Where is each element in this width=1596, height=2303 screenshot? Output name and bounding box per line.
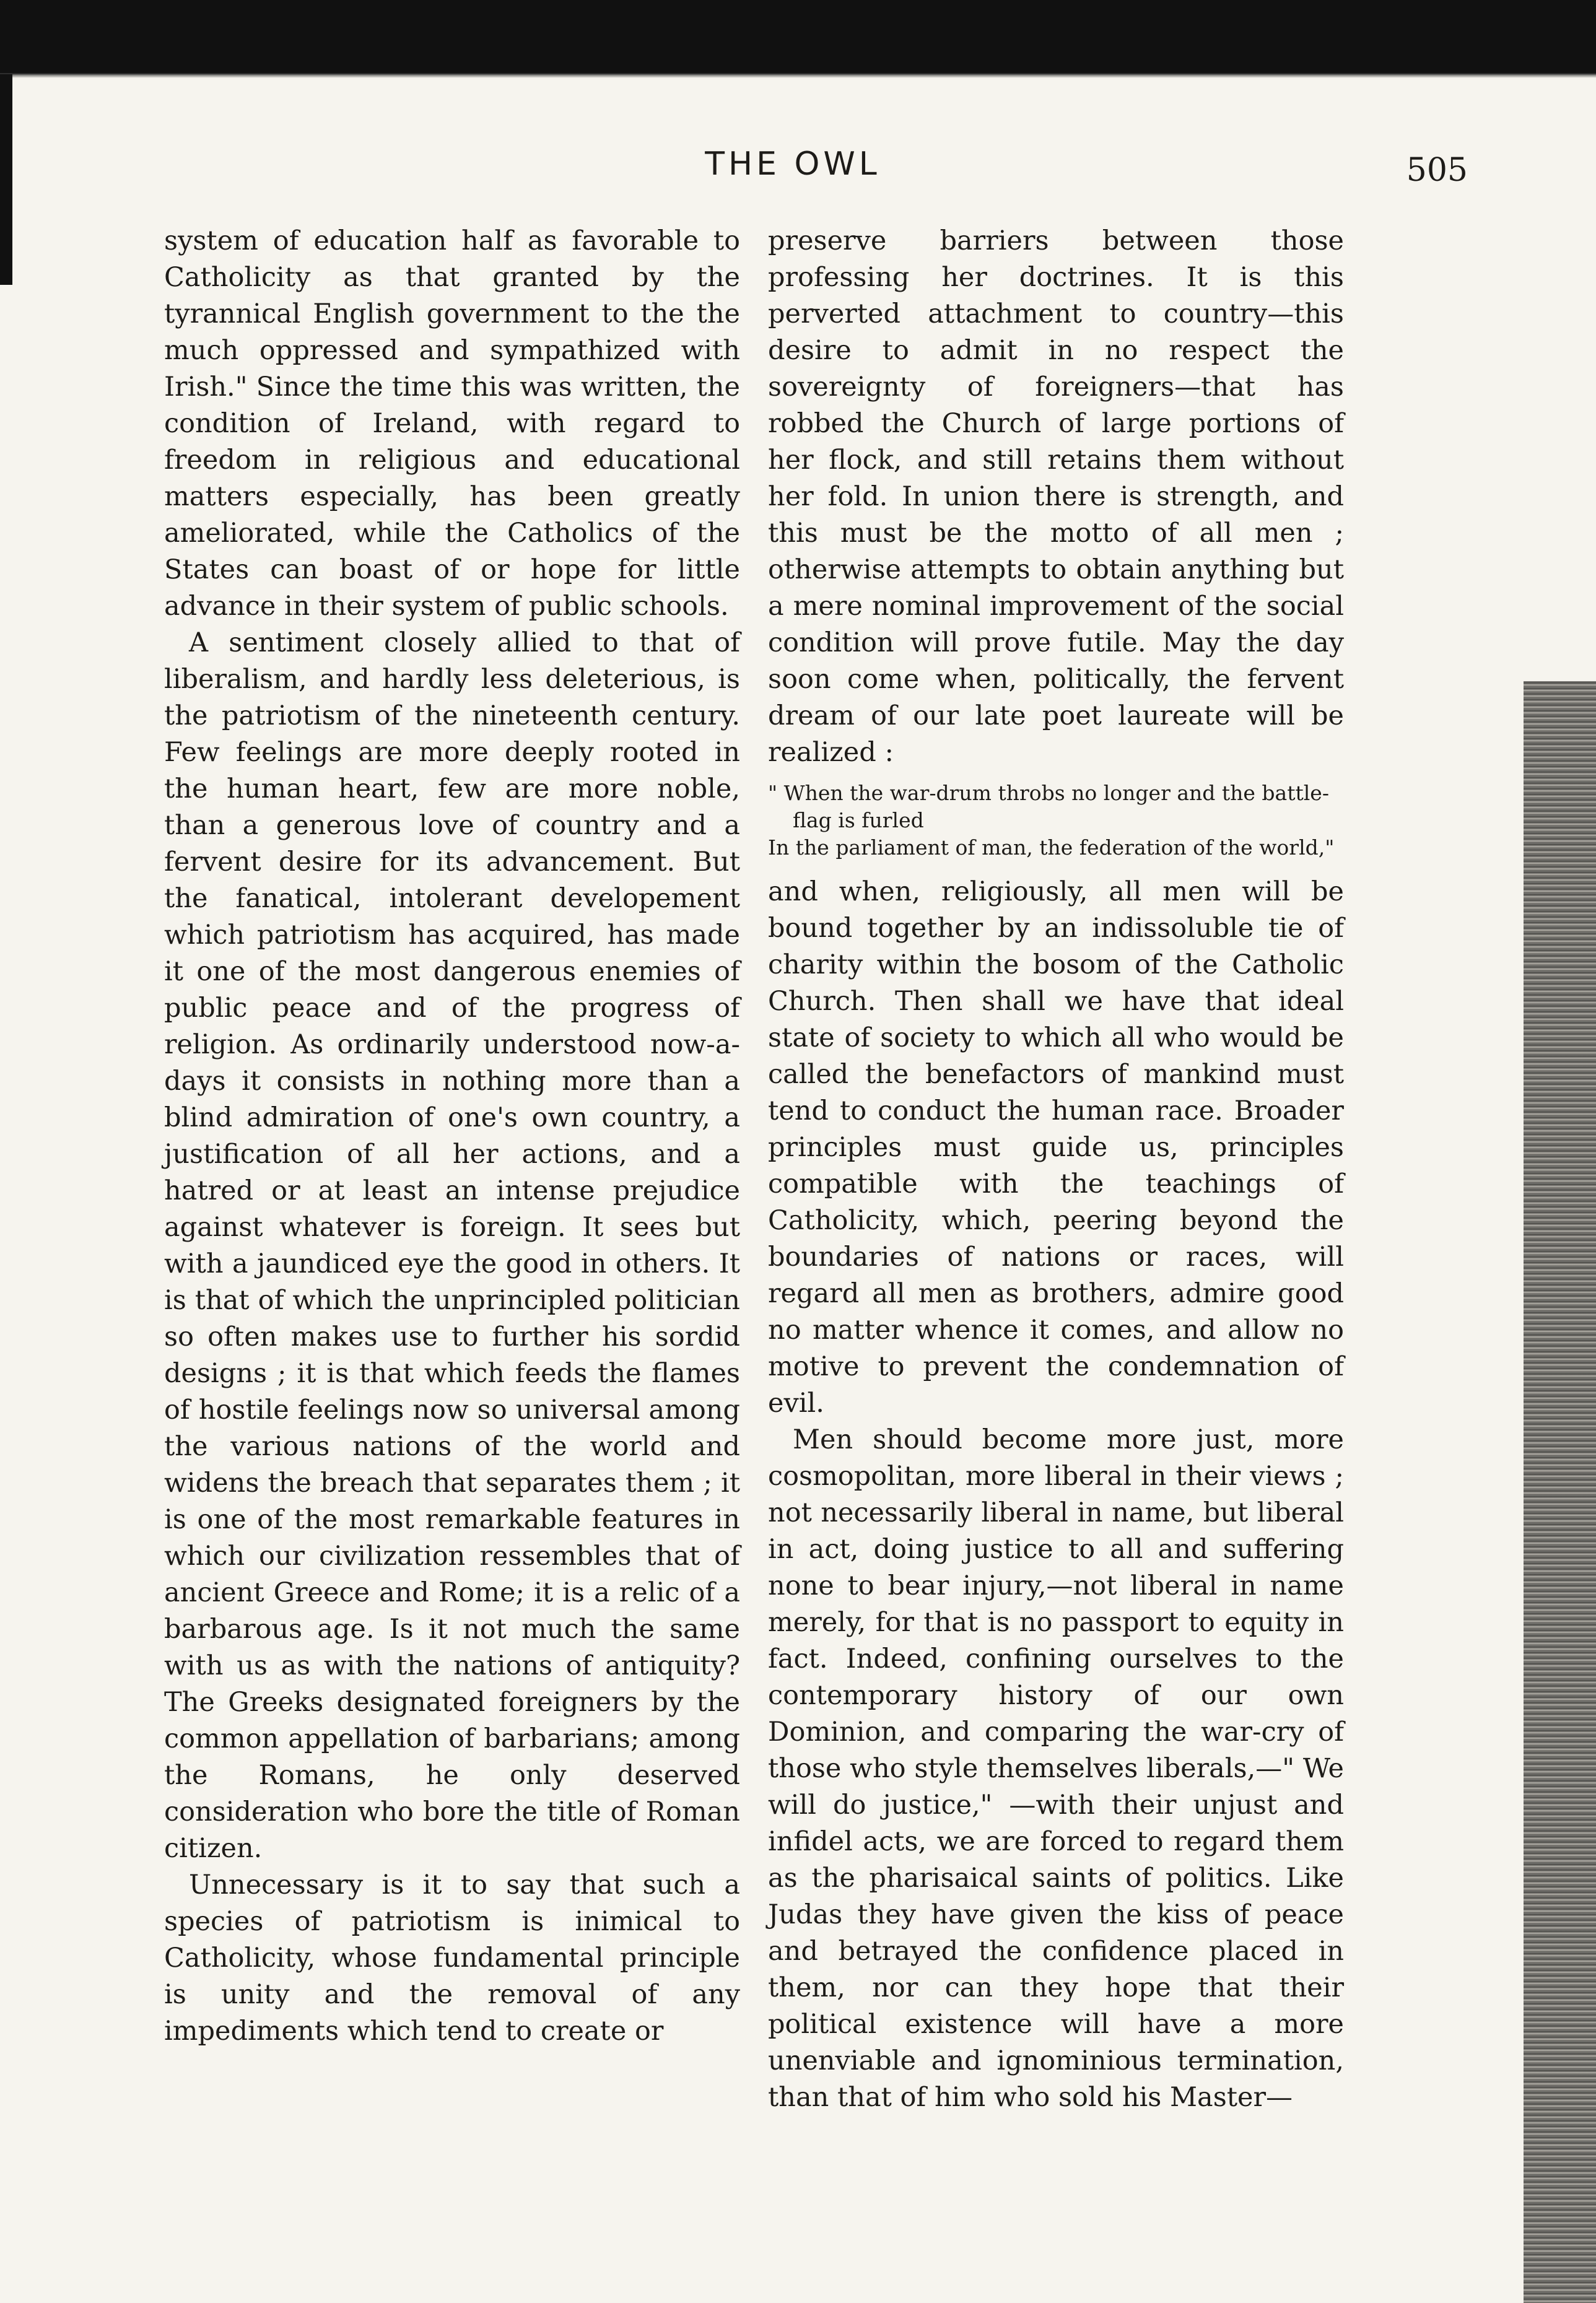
- poem-line: " When the war-drum throbs no longer and the battle-flag is furled: [768, 781, 1329, 832]
- paragraph-men-should: Men should become more just, more cosmopolitan, more liberal in their views ; not necessarily liberal in name, but liberal in act, doing justice to all and suffering none to bear injury,—not liberal in name merely, for that is no passport to equity in fact. Indeed, confining ourselves to the contemporary history of our own Dominion, and comparing the war-cry of those who style themselves liberals,—" We will do justice," —with their unjust and infidel acts, we are forced to regard them as the pharisaical saints of politics. Like Judas they have given the kiss of peace and betrayed the confidence placed in them, nor can they hope that their political existence will have a more unenviable and ignominious termination, than that of him who sold his Master—: [768, 1424, 1344, 2113]
- paragraph-barriers: preserve barriers between those professing her doctrines. It is this perverted attachment to country—this desire to admit in no respect the sovereignty of foreigners—that has robbed the Church of large portions of her flock, and still retains them without her fold. In union there is strength, and this must be the motto of all men ; otherwise attempts to obtain anything but a mere nominal improvement of the social condition will prove futile. May the day soon come when, politically, the fervent dream of our late poet laureate will be realized :: [768, 225, 1344, 768]
- poem-line: In the parliament of man, the federation of the world,": [768, 835, 1335, 860]
- scan-page-edge-right: [1524, 681, 1596, 2303]
- paragraph-education: system of education half as favorable to Catholicity as that granted by the tyrannical English government to the the much oppressed and sympathized with Irish." Since the time this was written, the condition of Ireland, with regard to freedom in religious and educational matters especially, has been greatly ameliorated, while the Catholics of the States can boast of or hope for little advance in their system of public schools.: [164, 225, 740, 622]
- running-header-title: THE OWL: [705, 146, 881, 183]
- scan-border-left: [0, 74, 12, 285]
- paragraph-religiously: and when, religiously, all men will be bound together by an indissoluble tie of charity within the bosom of the Catholic Church. Then shall we have that ideal state of society to which all who would be called the benefactors of mankind must tend to conduct the human race. Broader principles must guide us, principles compatible with the teachings of Catholicity, which, peering beyond the boundaries of nations or races, will regard all men as brothers, admire good no matter whence it comes, and allow no motive to prevent the condemnation of evil.: [768, 876, 1344, 1419]
- paragraph-patriotism: A sentiment closely allied to that of liberalism, and hardly less deleterious, is the patriotism of the nineteenth century. Few feelings are more deeply rooted in the human heart, few are more noble, than a generous love of country and a fervent desire for its advancement. But the fanatical, intolerant developement which patriotism has acquired, has made it one of the most dangerous enemies of public peace and of the progress of religion. As ordinarily understood now-a-days it consists in nothing more than a blind admiration of one's own country, a justification of all her actions, and a hatred or at least an intense prejudice against whatever is foreign. It sees but with a jaundiced eye the good in others. It is that of which the unprincipled politician so often makes use to further his sordid designs ; it is that which feeds the flames of hostile feelings now so universal among the various nations of the world and widens the breach that separates them ; it is one of the most remarkable features in which our civilization ressembles that of ancient Greece and Rome; it is a relic of a barbarous age. Is it not much the same with us as with the nations of antiquity? The Greeks designated foreigners by the common appellation of barbarians; among the Romans, he only deserved consideration who bore the title of Roman citizen.: [164, 627, 740, 1864]
- paragraph-unnecessary: Unnecessary is it to say that such a species of patriotism is inimical to Catholicity, whose fundamental principle is unity and the removal of any impediments which tend to create or: [164, 1870, 740, 2047]
- right-column: [768, 223, 1344, 2116]
- scan-border-shadow: [0, 73, 1596, 78]
- page-number: 505: [1406, 152, 1468, 189]
- poem-quotation: [768, 780, 1344, 861]
- scan-border-top: [0, 0, 1596, 74]
- left-column: [164, 223, 740, 2050]
